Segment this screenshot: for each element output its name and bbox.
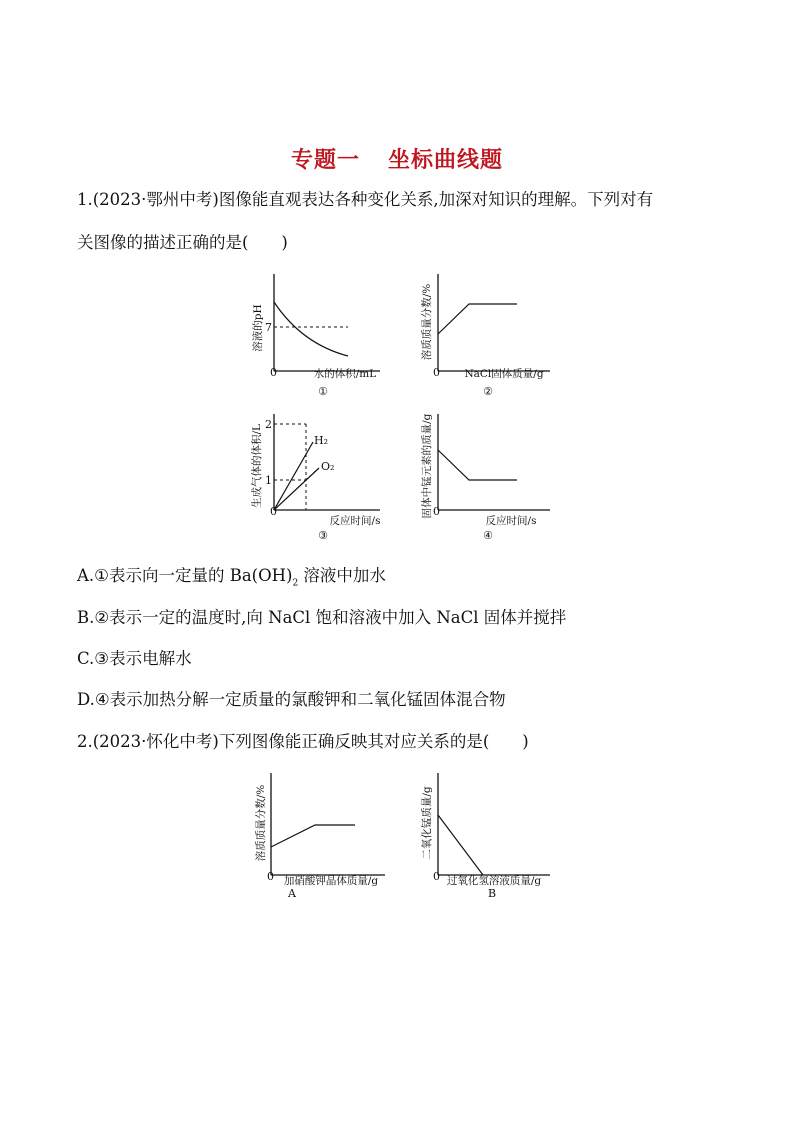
graph-1-xlabel: 水的体积/mL xyxy=(313,368,377,380)
graph-b-xlabel: 过氧化氢溶液质量/g xyxy=(446,875,542,887)
graph-3-origin: 0 xyxy=(270,505,277,518)
graph-3-xlabel: 反应时间/s xyxy=(329,515,381,527)
graph-3-ytick-2: 2 xyxy=(265,418,272,431)
graph-3-ylabel: 生成气体的体积/L xyxy=(251,423,263,509)
graph-b-ylabel: 二氧化锰质量/g xyxy=(421,786,433,860)
graph-4-tag: ④ xyxy=(483,529,493,542)
graph-b xyxy=(420,767,560,907)
title-sub: 坐标曲线题 xyxy=(388,148,504,173)
graph-a-xlabel: 加硝酸钾晶体质量/g xyxy=(283,875,379,887)
graph-3-o2-line xyxy=(274,468,319,510)
option-a-subscript: 2 xyxy=(292,578,299,589)
question-1-option-a xyxy=(77,565,386,594)
graph-2-xlabel: NaCl固体质量/g xyxy=(464,368,544,380)
graph-2 xyxy=(420,264,560,404)
graph-3-label-o2: O₂ xyxy=(321,460,335,473)
graph-a-ylabel: 溶质质量分数/% xyxy=(255,784,267,862)
graph-a xyxy=(255,767,395,907)
graph-a-curve xyxy=(271,825,355,847)
graph-b-curve xyxy=(438,815,483,875)
title-main: 专题一 xyxy=(290,148,360,173)
graph-3-tag: ③ xyxy=(318,529,328,542)
question-1-stem-line1: 1.(2023·鄂州中考)图像能直观表达各种变化关系,加深对知识的理解。下列对有 xyxy=(77,190,654,209)
question-1-option-d: D.④表示加热分解一定质量的氯酸钾和二氧化锰固体混合物 xyxy=(77,690,506,709)
graph-2-ylabel: 溶质质量分数/% xyxy=(421,283,433,361)
graph-3 xyxy=(250,408,390,548)
graph-a-origin: 0 xyxy=(267,870,274,883)
graph-a-tag: A xyxy=(288,887,296,900)
question-1-option-b: B.②表示一定的温度时,向 NaCl 饱和溶液中加入 NaCl 固体并搅拌 xyxy=(77,608,567,627)
graph-1-ylabel: 溶液的pH xyxy=(252,304,264,352)
graph-2-tag: ② xyxy=(483,385,493,398)
graph-4-xlabel: 反应时间/s xyxy=(485,515,537,527)
graph-2-origin: 0 xyxy=(433,366,440,379)
graph-1-curve xyxy=(274,302,348,356)
graph-1-origin: 0 xyxy=(270,366,277,379)
graph-b-tag: B xyxy=(487,887,497,900)
page-title xyxy=(0,143,794,174)
graph-3-ytick-1: 1 xyxy=(265,474,272,487)
graph-1-tag: ① xyxy=(318,385,328,398)
graph-1-ytick-7: 7 xyxy=(265,321,272,334)
graph-4 xyxy=(420,408,560,548)
graph-b-origin: 0 xyxy=(433,870,440,883)
question-1-option-c: C.③表示电解水 xyxy=(77,649,192,668)
graph-4-ylabel: 固体中锰元素的质量/g xyxy=(421,413,433,519)
graph-3-label-h2: H₂ xyxy=(314,434,329,447)
graph-2-curve xyxy=(438,304,517,334)
question-2-stem: 2.(2023·怀化中考)下列图像能正确反映其对应关系的是( ) xyxy=(77,732,529,751)
option-a-text-pre: A.①表示向一定量的 Ba(OH) xyxy=(77,566,293,585)
option-a-text-post: 溶液中加水 xyxy=(298,566,386,585)
graph-1 xyxy=(250,264,390,404)
question-1-stem-line2: 关图像的描述正确的是( ) xyxy=(77,233,288,252)
graph-4-curve xyxy=(438,450,517,480)
graph-4-origin: 0 xyxy=(433,505,440,518)
graph-3-h2-line xyxy=(274,442,313,510)
